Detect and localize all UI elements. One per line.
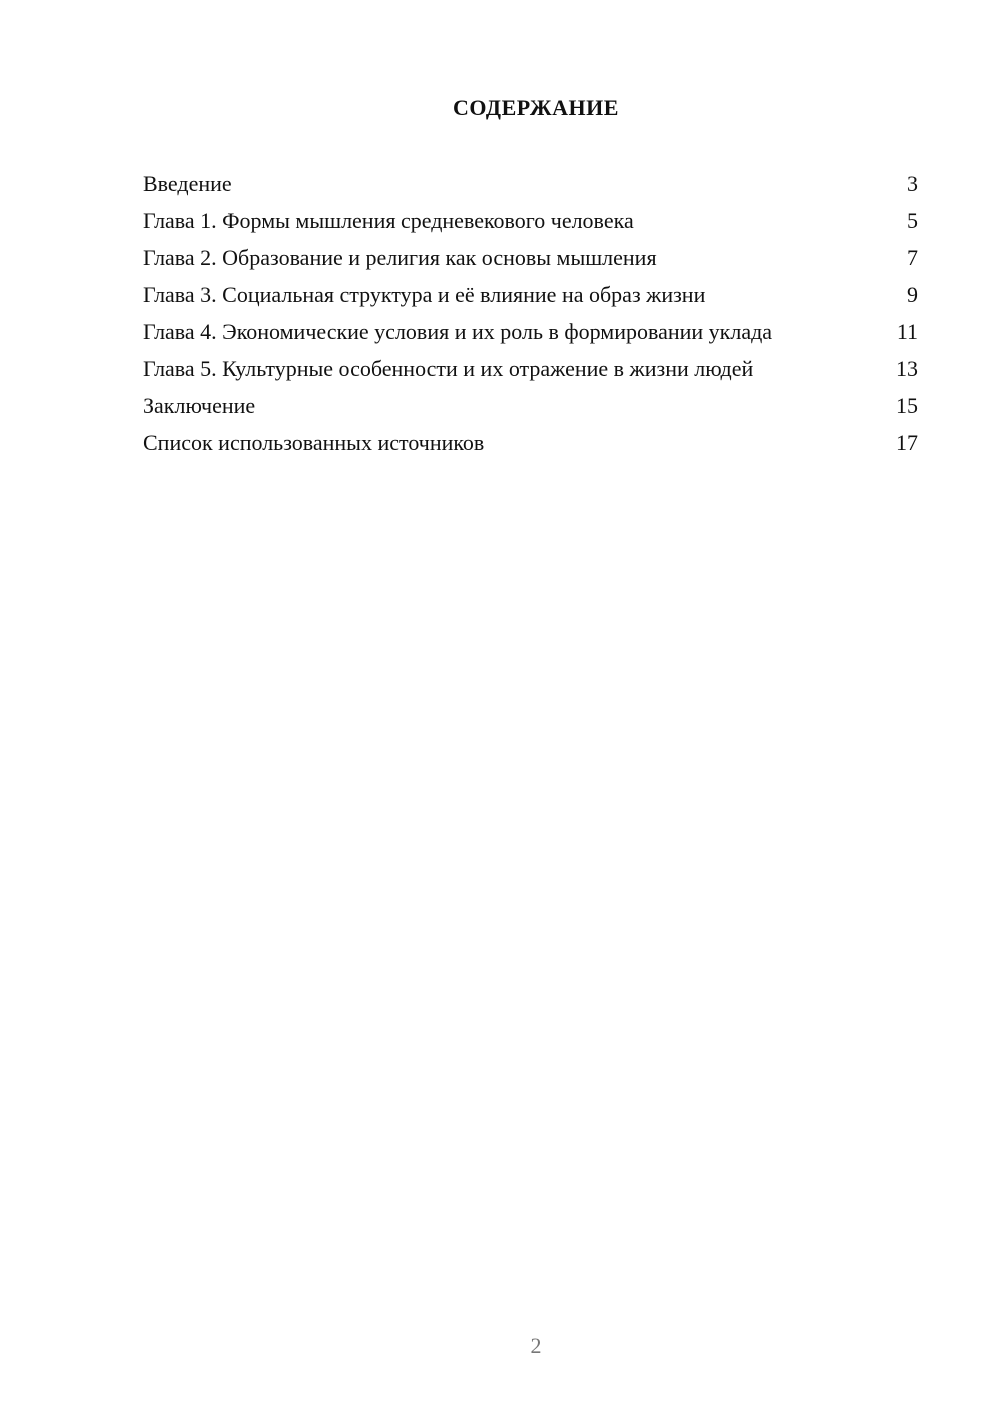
toc-entry-page: 5 <box>907 208 918 233</box>
toc-entry-title: Глава 4. Экономические условия и их роль в формировании уклада <box>143 319 773 344</box>
toc-entry-introduction[interactable] <box>143 170 918 197</box>
toc-entry-page: 11 <box>896 319 918 344</box>
toc-entry-conclusion[interactable] <box>143 392 918 419</box>
toc-entry-title: Глава 3. Социальная структура и её влияние на образ жизни <box>143 282 706 307</box>
toc-entry-chapter-3[interactable] <box>143 281 918 308</box>
toc-entry-chapter-1[interactable] <box>143 207 918 234</box>
toc-entry-page: 9 <box>907 282 918 307</box>
toc-entry-title: Введение <box>143 171 232 196</box>
toc-entry-page: 3 <box>907 171 918 196</box>
toc-entry-chapter-2[interactable] <box>143 244 918 271</box>
toc-entry-title: Глава 1. Формы мышления средневекового человека <box>143 208 634 233</box>
toc-entry-page: 7 <box>907 245 918 270</box>
toc-entry-references[interactable] <box>143 429 918 456</box>
toc-entry-title: Список использованных источников <box>143 430 485 455</box>
toc-entry-page: 17 <box>896 430 918 455</box>
toc-entry-title: Глава 5. Культурные особенности и их отражение в жизни людей <box>143 356 754 381</box>
toc-entry-title: Глава 2. Образование и религия как основы мышления <box>143 245 657 270</box>
toc-entry-chapter-5[interactable] <box>143 355 918 382</box>
toc-entry-page: 15 <box>896 393 918 418</box>
page-number: 2 <box>530 1333 542 1358</box>
table-of-contents <box>143 170 918 466</box>
toc-entry-page: 13 <box>896 356 918 381</box>
toc-entry-chapter-4[interactable] <box>143 318 918 345</box>
page-title: СОДЕРЖАНИЕ <box>453 95 619 120</box>
toc-entry-title: Заключение <box>143 393 256 418</box>
